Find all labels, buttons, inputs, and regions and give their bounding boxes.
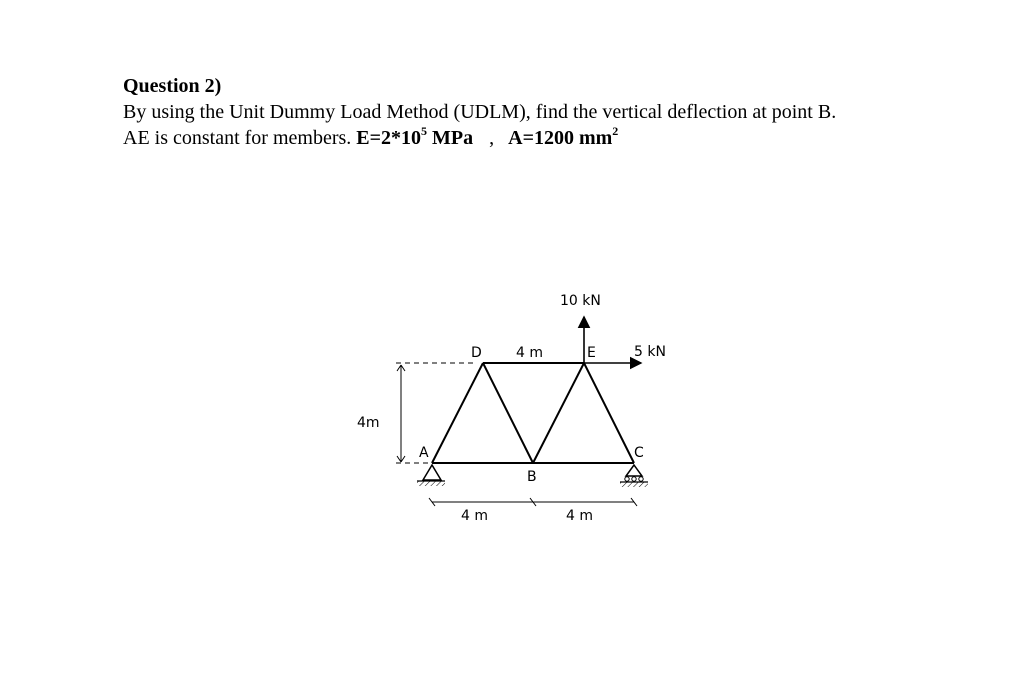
question-title: Question 2) xyxy=(123,75,222,97)
node-label-a: A xyxy=(419,445,429,461)
member-ec xyxy=(584,363,634,463)
separator: , xyxy=(489,127,495,149)
question-statement: By using the Unit Dummy Load Method (UDLM), find the vertical deflection at point B. xyxy=(123,101,837,123)
bottom-right-span-label: 4 m xyxy=(566,508,593,524)
load-label-vertical: 10 kN xyxy=(560,293,601,309)
constant-note: AE is constant for members. xyxy=(123,127,352,149)
modulus-value: $E=2*10^5$ MPa xyxy=(356,124,474,149)
roller-support-icon xyxy=(620,465,648,487)
member-db xyxy=(483,363,533,463)
height-dimension xyxy=(396,363,474,463)
pin-support-icon xyxy=(417,465,445,486)
bottom-left-span-label: 4 m xyxy=(461,508,488,524)
truss-members xyxy=(432,363,634,463)
node-label-c: C xyxy=(634,445,644,461)
member-ad xyxy=(432,363,483,463)
area-value: A=1200 $mm^2$ xyxy=(508,124,619,149)
load-label-horizontal: 5 kN xyxy=(634,344,666,360)
member-be xyxy=(533,363,584,463)
node-label-e: E xyxy=(587,345,596,361)
node-label-d: D xyxy=(471,345,482,361)
top-span-label: 4 m xyxy=(516,345,543,361)
node-label-b: B xyxy=(527,469,537,485)
bottom-dimension xyxy=(429,498,637,506)
height-label: 4m xyxy=(357,415,380,431)
